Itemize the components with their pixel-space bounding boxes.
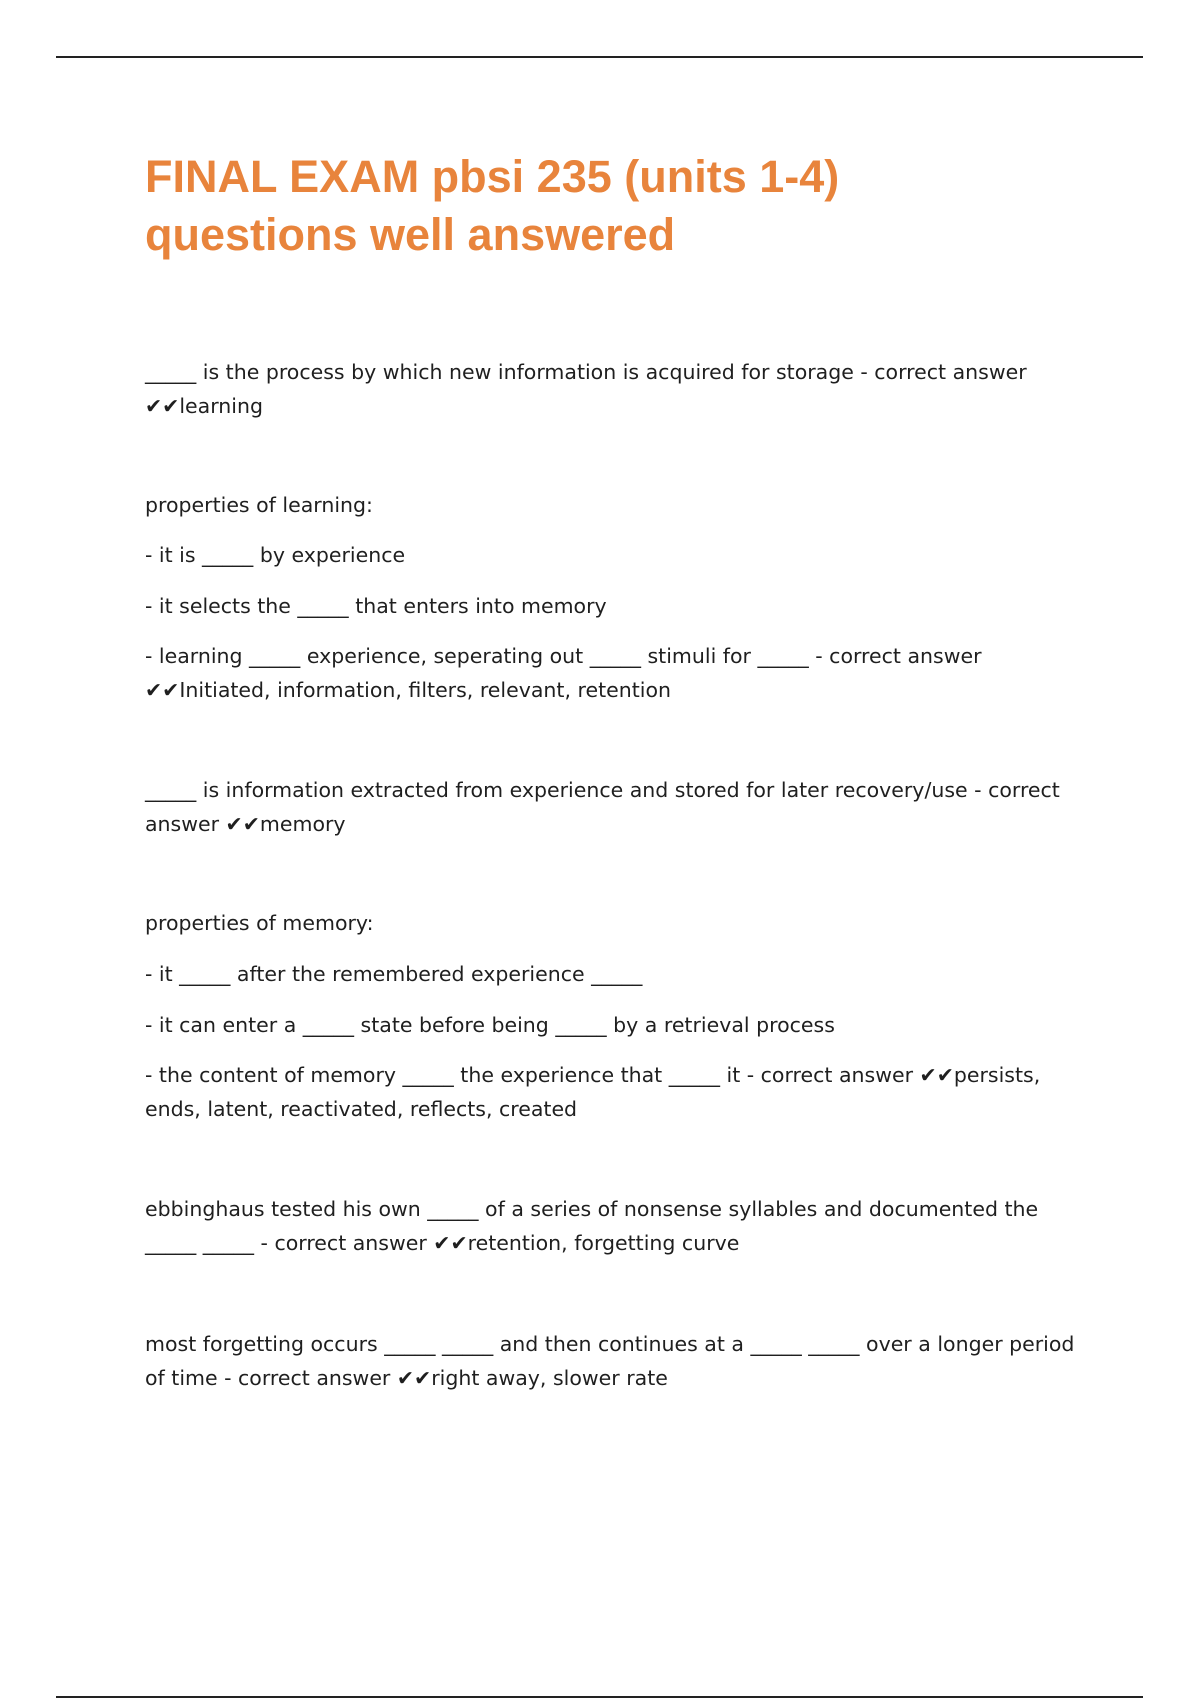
top-rule [56,56,1143,58]
learning-property-1: - it is _____ by experience [145,543,406,567]
memory-property-2: - it can enter a _____ state before being _____ by a retrieval process [145,1013,835,1037]
bottom-rule [56,1696,1143,1698]
memory-property-3-answer: - the content of memory _____ the experience that _____ it - correct answer ✔✔persists, ends, latent, reactivated, reflects, created [145,1063,1041,1121]
title-line-2: questions well answered [145,209,676,260]
question-learning-definition: _____ is the process by which new information is acquired for storage - correct answer ✔✔learning [145,360,1027,418]
question-forgetting-rate: most forgetting occurs _____ _____ and then continues at a _____ _____ over a longer period of time - correct answer ✔✔right away, slower rate [145,1332,1075,1390]
title-line-1: FINAL EXAM pbsi 235 (units 1-4) [145,151,840,202]
memory-property-1: - it _____ after the remembered experience _____ [145,962,643,986]
heading-properties-of-memory: properties of memory: [145,911,374,935]
heading-properties-of-learning: properties of learning: [145,493,373,517]
question-memory-definition: _____ is information extracted from experience and stored for later recovery/use - correct answer ✔✔memory [145,778,1060,836]
page-title [145,148,1045,264]
learning-property-2: - it selects the _____ that enters into memory [145,594,607,618]
question-ebbinghaus: ebbinghaus tested his own _____ of a series of nonsense syllables and documented the _____ _____ - correct answer ✔✔retention, forgetting curve [145,1197,1039,1255]
learning-property-3-answer: - learning _____ experience, seperating out _____ stimuli for _____ - correct answer ✔✔Initiated, information, filters, relevant, retention [145,644,982,702]
